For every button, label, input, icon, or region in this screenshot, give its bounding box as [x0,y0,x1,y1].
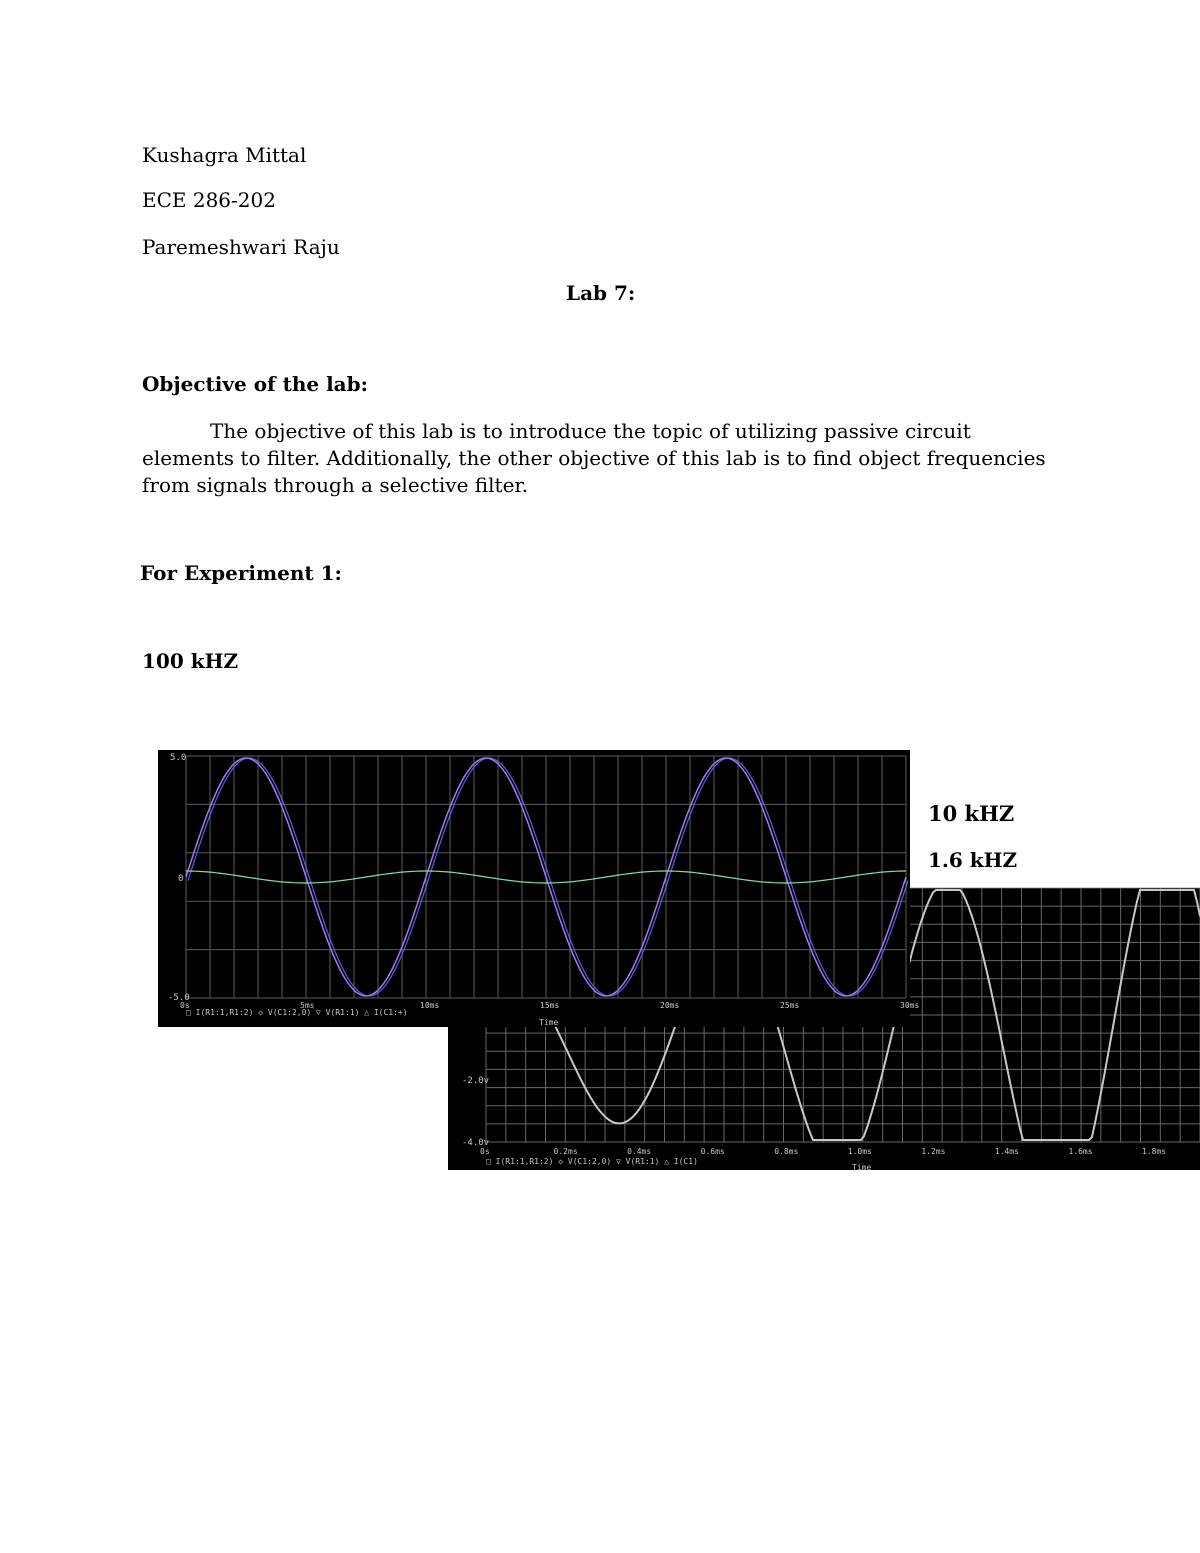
x-tick-label: 25ms [780,1001,800,1010]
x-tick-label: 15ms [540,1001,560,1010]
oscilloscope-svg-a [158,750,920,1027]
y-tick-label: -4.0v [462,1138,490,1148]
x-tick-label: 1.6ms [1068,1147,1093,1156]
legend: □ I(R1:1,R1:2) ◇ V(C1:2,0) ▽ V(R1:1) △ I(C1) [486,1157,698,1166]
trace-voltage-b [188,758,908,996]
instructor-name: Paremeshwari Raju [142,235,340,259]
y-tick-label: 0 [178,874,184,884]
freq-label-1-6k: 1.6 kHZ [928,848,1018,872]
x-tick-label: 30ms [900,1001,920,1010]
author-name: Kushagra Mittal [142,143,307,167]
x-tick-label: 1.8ms [1142,1147,1167,1156]
objective-heading: Objective of the lab: [142,372,368,396]
x-tick-label: 0s [480,1147,490,1156]
x-tick-label: 1.0ms [847,1147,872,1156]
objective-paragraph [142,418,1052,499]
x-tick-label: 5ms [300,1001,315,1010]
y-tick-label: 5.0 [170,753,187,763]
legend: □ I(R1:1,R1:2) ◇ V(C1:2,0) ▽ V(R1:1) △ I(C1:+) [186,1008,408,1017]
x-axis-label: Time [852,1163,872,1172]
page-title: Lab 7: [566,281,636,305]
objective-text: The objective of this lab is to introduce the topic of utilizing passive circuit elements to filter. Additionally, the other objective of this lab is to find object frequencies from signals through a selective filter. [142,419,1046,497]
x-tick-label: 0.6ms [700,1147,725,1156]
freq-label-10k: 10 kHZ [928,801,1015,826]
x-tick-label: 20ms [660,1001,680,1010]
oscilloscope-plot-100khz [158,750,920,1027]
x-tick-label: 0.4ms [627,1147,652,1156]
x-tick-label: 1.2ms [921,1147,946,1156]
y-tick-label: -2.0v [462,1076,490,1086]
x-axis-label: Time [539,1018,559,1027]
course-code: ECE 286-202 [142,188,276,212]
x-tick-label: 0s [180,1001,190,1010]
x-tick-label: 1.4ms [994,1147,1019,1156]
x-tick-label: 0.8ms [774,1147,799,1156]
experiment1-heading: For Experiment 1: [140,561,342,585]
y-tick-label: -5.0 [168,993,190,1003]
freq-label-100k: 100 kHZ [142,649,239,673]
x-tick-label: 10ms [420,1001,440,1010]
x-tick-label: 0.2ms [553,1147,578,1156]
